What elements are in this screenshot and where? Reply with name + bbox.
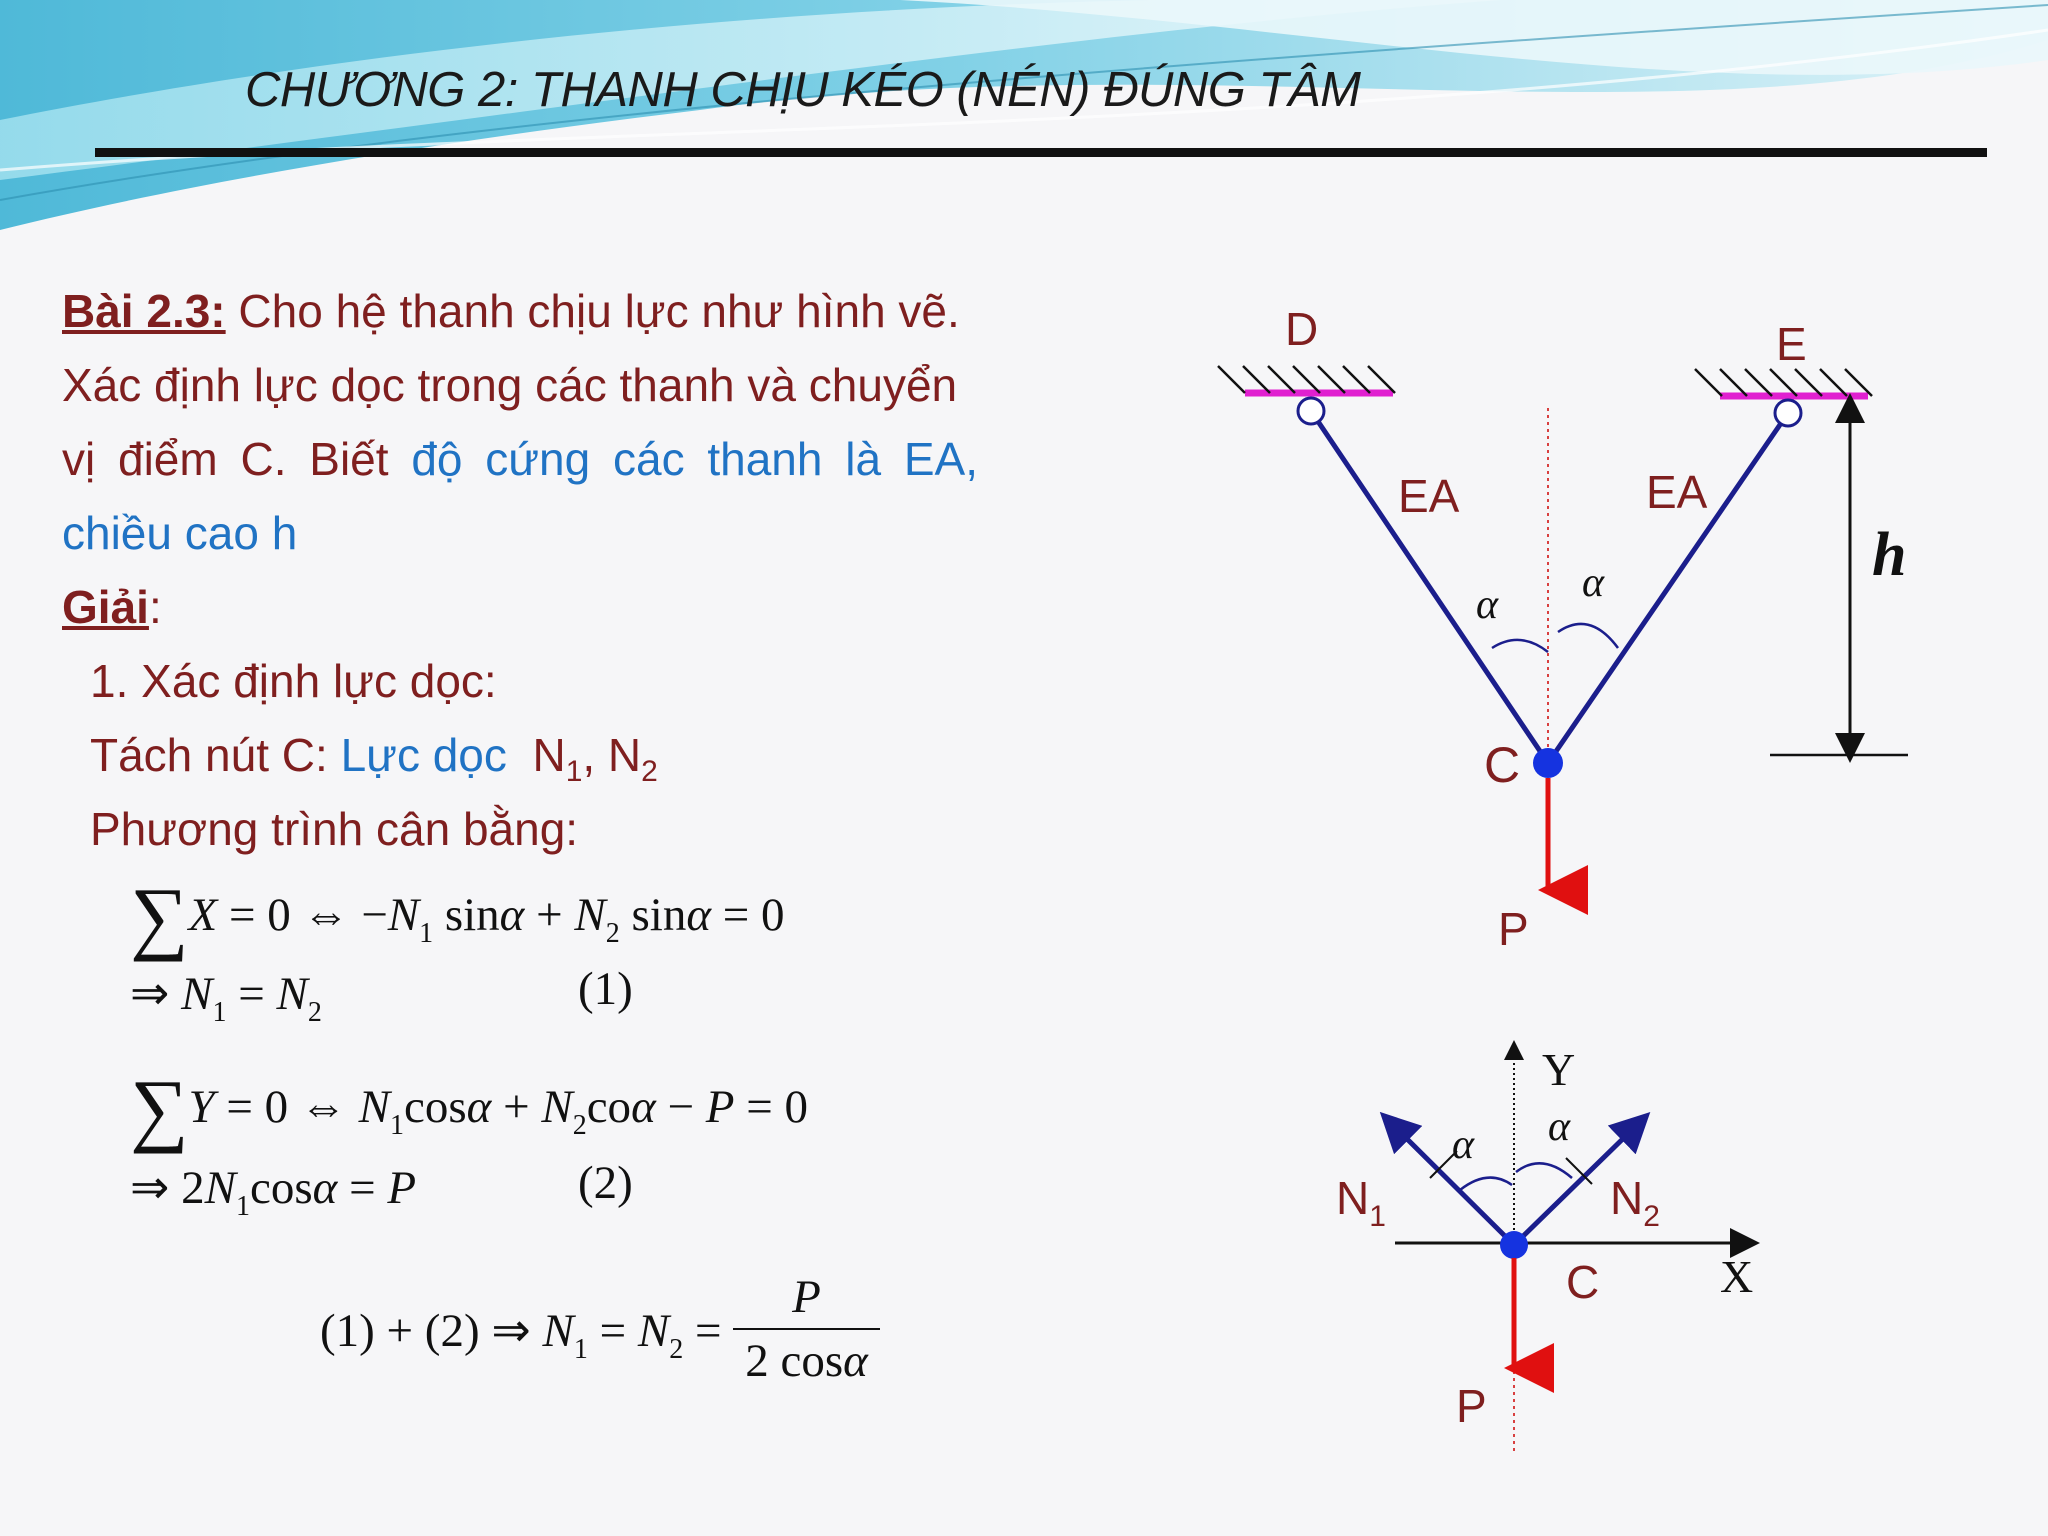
equation-sum-x: ∑X = 0 ⇔ $-N_1$ $\sin\alpha + N_2$ sinα = 0 — [130, 871, 785, 962]
label-e: E — [1776, 318, 1807, 370]
solution-label: Giải — [62, 581, 149, 633]
step-1: 1. Xác định lực dọc: — [90, 655, 497, 707]
label-d: D — [1285, 303, 1319, 355]
label-fbd-p: P — [1456, 1380, 1487, 1432]
problem-height: chiều cao h — [62, 507, 298, 559]
label-ea-left: EA — [1398, 470, 1460, 522]
problem-line-1-text: Cho hệ thanh chịu lực như hình vẽ. — [225, 285, 960, 337]
fbd-angle-arc-left — [1460, 1178, 1512, 1190]
problem-stiffness: độ cứng các thanh là EA, — [411, 433, 978, 485]
equation-sum-y: ∑Y = 0 ⇔ $N_1\cos\alpha + N_2co\alpha - P = 0$ — [130, 1063, 808, 1154]
label-alpha-right: α — [1582, 560, 1605, 606]
equation-number-2: (2) — [578, 1157, 633, 1209]
label-alpha-left: α — [1476, 582, 1499, 628]
label-fbd-alpha-left: α — [1452, 1122, 1475, 1168]
label-fbd-alpha-right: α — [1548, 1104, 1571, 1150]
label-p: P — [1498, 903, 1529, 955]
n2-sub: 2 — [641, 755, 658, 788]
label-n1: $N_1$ — [1336, 1172, 1386, 1233]
problem-line-3-text: vị điểm C. Biết — [62, 433, 412, 485]
n1-text: N — [532, 729, 566, 781]
problem-line-2: Xác định lực dọc trong các thanh và chuyển — [62, 359, 958, 411]
label-fbd-c: C — [1566, 1256, 1600, 1308]
fbd-node-c — [1500, 1231, 1528, 1259]
label-n2: $N_2$ — [1610, 1172, 1660, 1233]
solution-colon: : — [148, 581, 162, 633]
problem-label: Bài 2.3: — [62, 285, 226, 337]
fbd-angle-arc-right — [1516, 1163, 1572, 1178]
label-c: C — [1484, 737, 1521, 793]
label-axis-x: X — [1720, 1251, 1754, 1302]
equation-number-1: (1) — [578, 963, 633, 1015]
equation-result-2: ⇒ $2N_1\cos\alpha = P$ — [130, 1162, 417, 1222]
n2-text: , N — [582, 729, 642, 781]
label-ea-right: EA — [1646, 466, 1708, 518]
slide-title: CHƯƠNG 2: THANH CHỊU KÉO (NÉN) ĐÚNG TÂM — [245, 63, 1361, 117]
node-text: Tách nút C: — [90, 729, 341, 781]
equilibrium-heading: Phương trình cân bằng: — [90, 803, 579, 855]
equation-result-1: ⇒ $N_1 = N_2$ — [130, 968, 322, 1028]
label-h: h — [1872, 521, 1907, 589]
equation-final: (1) + (2) ⇒ $N_1 = N_2$ = $\frac{P}{2 \cos\alpha}$ — [320, 1266, 880, 1392]
n1-sub: 1 — [565, 755, 583, 788]
label-axis-y: Y — [1542, 1044, 1576, 1095]
node-blue-text: Lực dọc — [340, 729, 507, 781]
